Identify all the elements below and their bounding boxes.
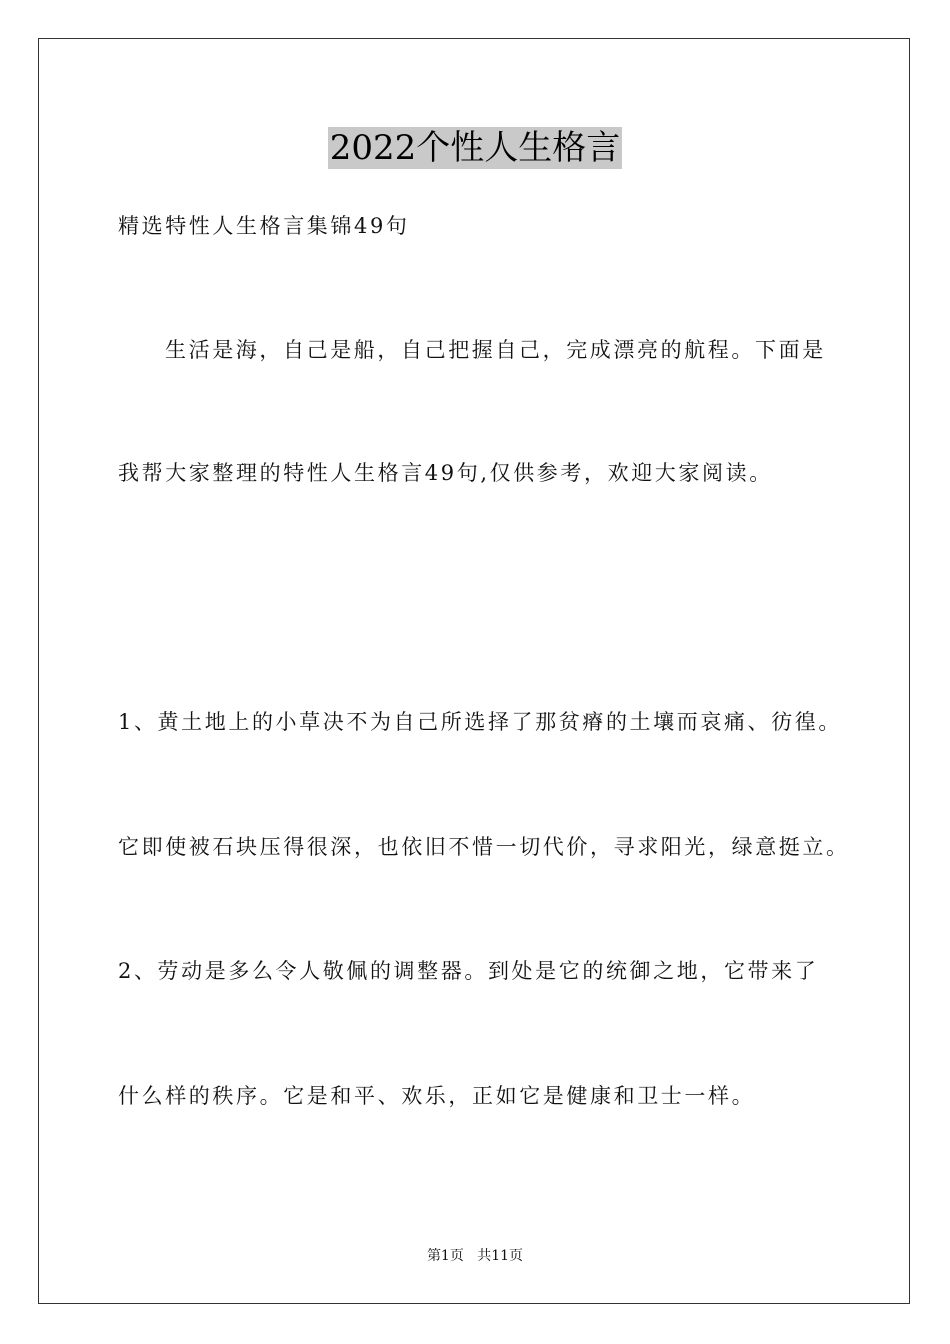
title-container — [0, 127, 950, 169]
page-footer — [0, 1247, 950, 1265]
quote-1-line-1: 1、黄土地上的小草决不为自己所选择了那贫瘠的土壤而哀痛、彷徨。 — [118, 710, 842, 734]
footer-spacer — [464, 1248, 477, 1264]
quote-2-line-1: 2、劳动是多么令人敬佩的调整器。到处是它的统御之地，它带来了 — [118, 959, 819, 983]
quote-1-line-2: 它即使被石块压得很深，也依旧不惜一切代价，寻求阳光，绿意挺立。 — [118, 835, 850, 859]
quote-2-line-2: 什么样的秩序。它是和平、欢乐，正如它是健康和卫士一样。 — [118, 1084, 756, 1108]
page-number-total: 共11页 — [477, 1248, 524, 1264]
intro-line-1: 生活是海，自己是船，自己把握自己，完成漂亮的航程。下面是 — [165, 338, 826, 362]
document-title: 2022个性人生格言 — [329, 128, 621, 168]
page-number-current: 第1页 — [426, 1248, 464, 1264]
document-subtitle: 精选特性人生格言集锦49句 — [118, 214, 410, 238]
intro-line-2: 我帮大家整理的特性人生格言49句,仅供参考，欢迎大家阅读。 — [118, 461, 773, 485]
